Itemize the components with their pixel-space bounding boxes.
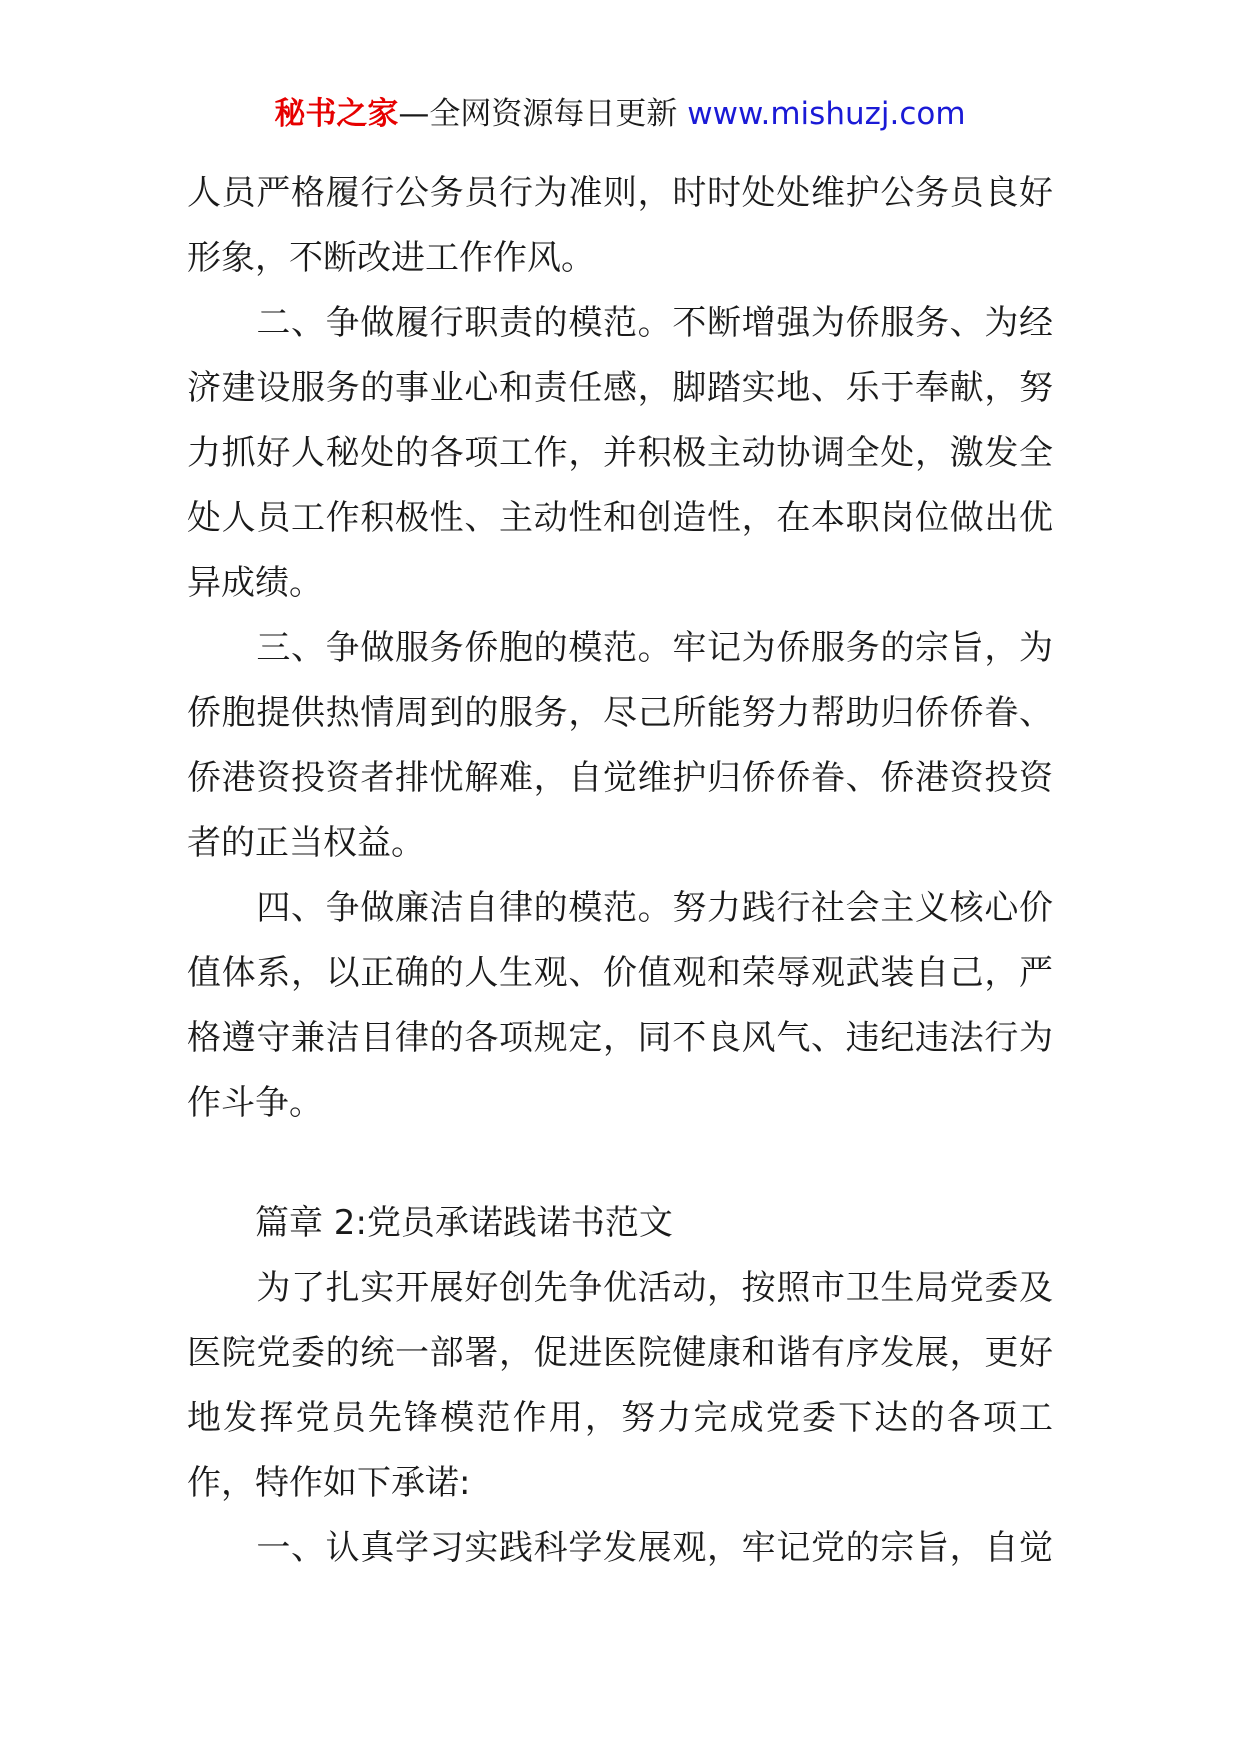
document-body: [187, 161, 1053, 1581]
paragraph-heading-line: 一、认真学习实践科学发展观，牢记党的宗旨，自觉: [187, 1528, 1053, 1568]
header-slogan: —全网资源每日更新: [398, 96, 688, 132]
page-header: [0, 94, 1240, 134]
text-line: 济建设服务的事业心和责任感，脚踏实地、乐于奉献，努: [187, 368, 1053, 408]
text-line: 格遵守兼洁目律的各项规定，同不良风气、违纪违法行为: [187, 1018, 1053, 1058]
paragraph-heading-line: 二、争做履行职责的模范。不断增强为侨服务、为经: [187, 303, 1053, 343]
text-line: 侨胞提供热情周到的服务，尽己所能努力帮助归侨侨眷、: [187, 693, 1053, 733]
brand-name: 秘书之家: [274, 96, 399, 132]
text-line: 力抓好人秘处的各项工作，并积极主动协调全处，激发全: [187, 433, 1053, 473]
section-gap: [187, 1136, 1053, 1191]
text-line: 侨港资投资者排忧解难，自觉维护归侨侨眷、侨港资投资: [187, 758, 1053, 798]
website-link[interactable]: www.mishuzj.com: [687, 96, 966, 132]
paragraph-heading-line: 三、争做服务侨胞的模范。牢记为侨服务的宗旨，为: [187, 628, 1053, 668]
text-line: 地发挥党员先锋模范作用，努力完成党委下达的各项工: [187, 1398, 1053, 1438]
text-line: 处人员工作积极性、主动性和创造性，在本职岗位做出优: [187, 498, 1053, 538]
text-line: 形象，不断改进工作作风。: [187, 238, 595, 278]
chapter-title: 篇章 2:党员承诺践诺书范文: [187, 1203, 673, 1243]
text-line: 者的正当权益。: [187, 823, 425, 863]
text-line: 为了扎实开展好创先争优活动，按照市卫生局党委及: [187, 1268, 1053, 1308]
text-line: 值体系，以正确的人生观、价值观和荣辱观武装自己，严: [187, 953, 1053, 993]
text-line: 异成绩。: [187, 563, 323, 603]
text-line: 医院党委的统一部署，促进医院健康和谐有序发展，更好: [187, 1333, 1053, 1373]
text-line: 作斗争。: [187, 1083, 323, 1123]
text-line: 人员严格履行公务员行为准则，时时处处维护公务员良好: [187, 173, 1053, 213]
text-line: 作，特作如下承诺:: [187, 1463, 471, 1503]
paragraph-heading-line: 四、争做廉洁自律的模范。努力践行社会主义核心价: [187, 888, 1053, 928]
